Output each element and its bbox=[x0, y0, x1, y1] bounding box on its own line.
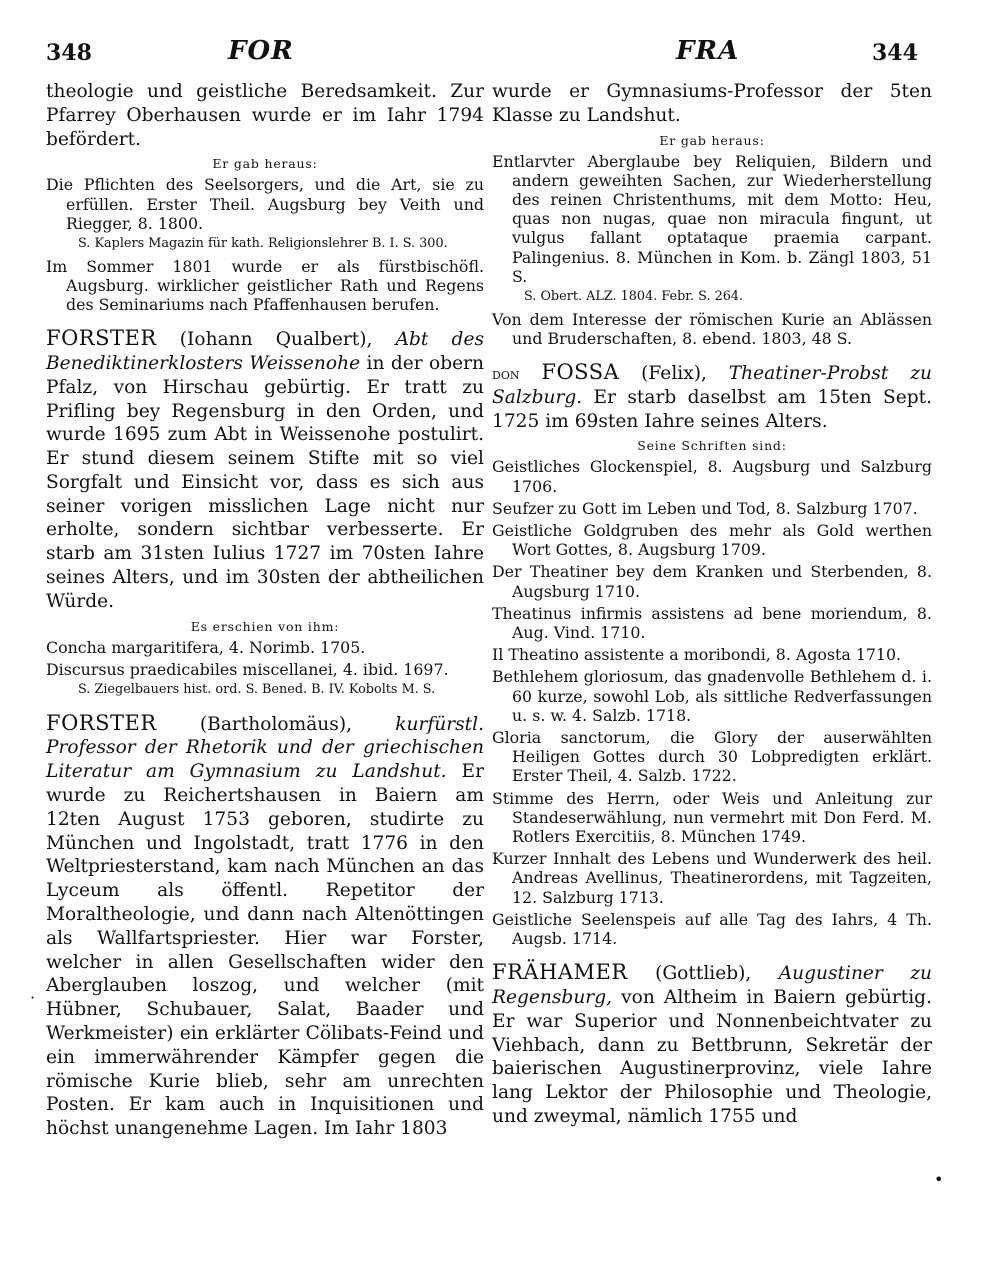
entry-prefix: don bbox=[492, 363, 520, 383]
entry-title: Theatiner-Probst zu Salzburg. bbox=[492, 362, 933, 408]
work-item: Concha margaritifera, 4. Norimb. 1705. bbox=[46, 637, 366, 657]
entry-name: FOSSA bbox=[541, 359, 620, 384]
entry-name: FRÄHAMER bbox=[492, 960, 628, 985]
work-item: Stimme des Herrn, oder Weis und Anleitung zur Standeserwählung, nun vermehrt mit Don Ferd. M. Rotlers Exercitiis, 8. München 1749. bbox=[492, 788, 932, 846]
work-item: Geistliches Glockenspiel, 8. Augsburg und Salzburg 1706. bbox=[492, 457, 932, 496]
right-pub-entry: Entlarvter Aberglaube bey Reliquien, Bildern und andern geweihten Sachen, zur Wiederherstellung des reinen Christenthums, mit dem Motto: Heu, quas non nugas, quae non miracula fingunt, ut vulgus fallant optataque praemia carpant. Palingenius. 8. München in Kom. b. Zängl 1803, 51 S. bbox=[492, 151, 932, 286]
left-pub-reference: S. Kaplers Magazin für kath. Religionslehrer B. I. S. 300. bbox=[78, 236, 448, 251]
entry-fraehamer bbox=[492, 961, 932, 1129]
work-item: Discursus praedicabiles miscellanei, 4. ibid. 1697. bbox=[46, 659, 449, 679]
entry-given-name: (Felix), bbox=[641, 362, 707, 384]
entry-text: Er wurde zu Reichertshausen in Baiern am 12ten August 1753 geboren, studirte zu München und Ingolstadt, tratt 1776 in den Weltpriesterstand, kam nach München an das Lyceum als öffentl. Repetitor der Moraltheologie, und dann nach Altenöttingen als Wallfartspriester. Hier war Forster, welcher in allen Gesellschaften wider den Aberglauben loszog, und welcher (mit Hübner, Schubauer, Salat, Baader und Werkmeister) ein erklärter Cölibats-Feind und ein immerwährender Kämpfer gegen die römische Kurie blieb, sehr am unrechten Posten. Er kam auch in Inquisitionen und höchst unangenehme Lagen. Im Iahr 1803 bbox=[46, 761, 484, 1140]
work-item: Seufzer zu Gott im Leben und Tod, 8. Salzburg 1707. bbox=[492, 498, 918, 518]
right-pubs-caption: Er gab heraus: bbox=[659, 132, 765, 148]
left-pub-note: Im Sommer 1801 wurde er als fürstbischöfl. Augsburg. wirklicher geistlicher Rath und Regens des Seminariums nach Pfaffenhausen berufen. bbox=[46, 256, 484, 314]
entry-text: von Altheim in Baiern gebürtig. Er war Superior und Nonnenbeichtvater zu Viehbach, dann zu Bettbrunn, Sekretär der baierischen Augustinerprovinz, viele Iahre lang Lektor der Philosophie und Theologie, und zweymal, nämlich 1755 und bbox=[492, 986, 932, 1127]
left-intro-text: theologie und geistliche Beredsamkeit. Zur Pfarrey Oberhausen wurde er im Iahr 1794 befördert. bbox=[46, 81, 484, 150]
work-item: Gloria sanctorum, die Glory der auserwählten Heiligen Gottes durch 30 Lobpredigten erklärt. Erster Theil, 4. Salzb. 1722. bbox=[492, 727, 932, 786]
entry-name: FORSTER bbox=[46, 326, 157, 351]
work-item: Der Theatiner bey dem Kranken und Sterbenden, 8. Augsburg 1710. bbox=[492, 562, 932, 601]
fossa-works-caption: Seine Schriften sind: bbox=[637, 438, 787, 454]
running-head-right: FRA bbox=[676, 36, 740, 66]
work-item: Il Theatino assistente a moribondi, 8. Agosta 1710. bbox=[492, 645, 902, 665]
page-number-left: 348 bbox=[46, 40, 92, 66]
left-pubs-caption: Er gab heraus: bbox=[212, 156, 318, 172]
entry-forster-johann bbox=[46, 327, 484, 614]
forster-johann-reference: S. Ziegelbauers hist. ord. S. Bened. B. IV. Kobolts M. S. bbox=[78, 682, 436, 698]
work-item: Bethlehem gloriosum, das gnadenvolle Bethlehem d. i. 60 kurze, sowohl Lob, als sittliche Redverfassungen u. s. w. 4. Salzb. 1718. bbox=[492, 667, 932, 725]
work-item: Theatinus infirmis assistens ad bene moriendum, 8. Aug. Vind. 1710. bbox=[492, 603, 932, 642]
entry-text: in der obern Pfalz, von Hirschau gebürtig. Er tratt zu Prifling bey Regensburg in den Orden, und wurde 1695 zum Abt in Weissenohe postulirt. Er stund diesem seinem Stifte mit so viel Sorgfalt und Einsicht vor, dass es sich aus seiner vorigen misslichen Lage nicht nur erholte, sondern sichtbar verbesserte. Er starb am 31sten Iulius 1727 im 70sten Iahre seines Alters, und im 30sten der abtheilichen Würde. bbox=[46, 352, 484, 612]
entry-given-name: (Bartholomäus), bbox=[199, 713, 352, 735]
entry-name: FORSTER bbox=[46, 710, 157, 735]
entry-given-name: (Iohann Qualbert), bbox=[179, 329, 373, 351]
right-pub-entry-2: Von dem Interesse der römischen Kurie an Ablässen und Bruderschaften, 8. ebend. 1803, 48 S. bbox=[492, 309, 932, 348]
work-item: Geistliche Goldgruben des mehr als Gold werthen Wort Gottes, 8. Augsburg 1709. bbox=[492, 520, 932, 560]
left-column bbox=[46, 80, 484, 1141]
forster-johann-works-caption: Es erschien von ihm: bbox=[190, 618, 340, 634]
right-pub-reference: S. Obert. ALZ. 1804. Febr. S. 264. bbox=[524, 289, 744, 305]
running-head-left: FOR bbox=[228, 36, 294, 66]
entry-title: Abt des Benediktinerklosters Weissenohe bbox=[46, 329, 484, 374]
entry-title: kurfürstl. Professor der Rhetorik und der griechischen Literatur am Gymnasium zu Landshut. bbox=[46, 713, 484, 783]
entry-given-name: (Gottlieb), bbox=[655, 963, 752, 985]
margin-dot: • bbox=[934, 1170, 944, 1189]
entry-text: Er starb daselbst am 15ten Sept. 1725 im 69sten Iahre seines Alters. bbox=[492, 386, 932, 432]
entry-title: Augustiner zu Regensburg, bbox=[492, 963, 932, 1008]
left-pub-entry: Die Pflichten des Seelsorgers, und die Art, sie zu erfüllen. Erster Theil. Augsburg bey Veith und Riegger, 8. 1800. bbox=[46, 175, 484, 233]
margin-dot: · bbox=[30, 988, 36, 1007]
work-item: Geistliche Seelenspeis auf alle Tag des Iahrs, 4 Th. Augsb. 1714. bbox=[492, 909, 932, 948]
right-intro-text: wurde er Gymnasiums-Professor der 5ten Klasse zu Landshut. bbox=[492, 81, 932, 126]
page-number-right: 344 bbox=[872, 40, 918, 66]
right-column bbox=[492, 80, 932, 1129]
work-item: Kurzer Innhalt des Lebens und Wunderwerk des heil. Andreas Avellinus, Theatinerordens, mit Tagzeiten, 12. Salzburg 1713. bbox=[492, 849, 932, 907]
entry-fossa bbox=[492, 361, 932, 433]
entry-forster-bartholomaeus bbox=[46, 712, 484, 1141]
